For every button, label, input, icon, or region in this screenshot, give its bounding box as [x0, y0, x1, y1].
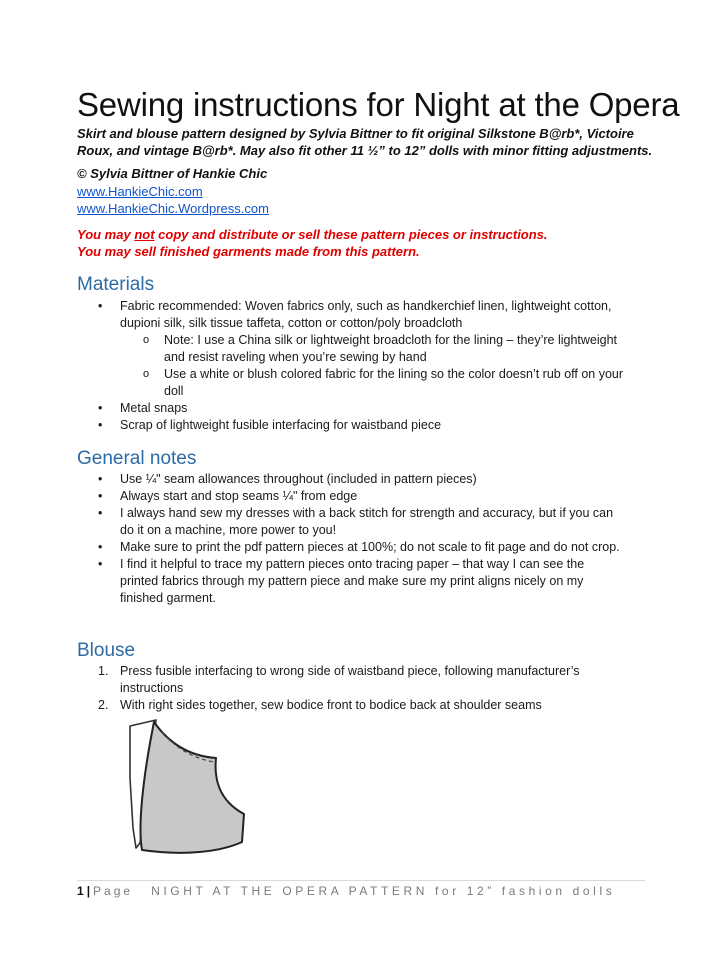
list-item	[0, 400, 620, 417]
list-item	[0, 366, 624, 400]
bullet-icon: •	[98, 540, 103, 554]
heading-general-notes: General notes	[77, 448, 197, 469]
link-hankiechic-wordpress[interactable]: www.HankieChic.Wordpress.com	[77, 201, 269, 216]
list-item-text: I find it helpful to trace my pattern pieces onto tracing paper – that way I can see the printed fabrics through my pattern piece and make sure my print aligns nicely on my finished garment.	[120, 557, 585, 605]
list-item-text: Note: I use a China silk or lightweight broadcloth for the lining – they’re lightweight and resist raveling when you’re sewing by hand	[164, 333, 618, 364]
page-footer	[77, 884, 615, 898]
list-item-text: Fabric recommended: Woven fabrics only, such as handkerchief linen, lightweight cotton, dupioni silk, silk tissue taffeta, cotton or cotton/poly broadcloth	[120, 299, 612, 330]
list-item	[0, 332, 624, 366]
materials-list	[0, 298, 720, 434]
page-label: Page	[93, 884, 134, 898]
link-hankiechic[interactable]: www.HankieChic.com	[77, 184, 203, 199]
copyright-warning	[77, 226, 548, 260]
heading-blouse: Blouse	[77, 640, 136, 661]
list-item-text: Always start and stop seams ¼" from edge	[120, 489, 358, 503]
subtitle: Skirt and blouse pattern designed by Sylvia Bittner to fit original Silkstone B@rb*, Victoire Roux, and vintage B@rb*. May also fit other 11 ½” to 12” dolls with minor fitting adjustments.	[77, 126, 653, 158]
footer-divider	[77, 880, 645, 881]
footer-separator: |	[86, 884, 91, 898]
list-item-text: Make sure to print the pdf pattern pieces at 100%; do not scale to fit page and do not crop.	[120, 540, 620, 554]
sub-bullet-icon: o	[143, 334, 150, 346]
warning-text-line2: You may sell finished garments made from this pattern.	[77, 244, 420, 259]
bullet-icon: •	[98, 472, 103, 486]
list-item-text: Scrap of lightweight fusible interfacing for waistband piece	[120, 418, 442, 432]
list-item-text: Press fusible interfacing to wrong side of waistband piece, following manufacturer’s instructions	[120, 664, 580, 695]
list-item-text: Use a white or blush colored fabric for the lining so the color doesn’t rub off on your doll	[164, 367, 624, 398]
bullet-icon: •	[98, 401, 103, 415]
list-item	[0, 539, 620, 556]
copyright-line: © Sylvia Bittner of Hankie Chic	[77, 166, 268, 181]
bullet-icon: •	[98, 506, 103, 520]
warning-emphasis: not	[134, 227, 155, 242]
sub-bullet-icon: o	[143, 368, 150, 380]
list-item	[0, 471, 620, 488]
warning-text: You may	[77, 227, 135, 242]
blouse-steps	[0, 663, 720, 714]
list-item	[0, 417, 620, 434]
list-item-text: Metal snaps	[120, 401, 188, 415]
heading-materials: Materials	[77, 274, 155, 295]
step-number: 2.	[98, 698, 109, 712]
bullet-icon: •	[98, 299, 103, 313]
footer-text: NIGHT AT THE OPERA PATTERN for 12” fashion dolls	[151, 884, 616, 898]
list-item	[0, 298, 620, 332]
list-item	[0, 488, 620, 505]
general-notes-list	[0, 471, 720, 607]
warning-text: copy and distribute or sell these pattern pieces or instructions.	[154, 227, 548, 242]
list-item	[0, 663, 620, 697]
list-item	[0, 505, 620, 539]
list-item	[0, 697, 620, 714]
list-item-text: With right sides together, sew bodice front to bodice back at shoulder seams	[120, 698, 542, 712]
step-number: 1.	[98, 664, 109, 678]
website-links	[77, 183, 269, 217]
bullet-icon: •	[98, 418, 103, 432]
bullet-icon: •	[98, 557, 103, 571]
page-title: Sewing instructions for Night at the Opera	[77, 86, 680, 123]
bodice-illustration	[118, 718, 258, 868]
list-item-text: Use ¼" seam allowances throughout (included in pattern pieces)	[120, 472, 477, 486]
list-item-text: I always hand sew my dresses with a back stitch for strength and accuracy, but if you can do it on a machine, more power to you!	[120, 506, 614, 537]
bullet-icon: •	[98, 489, 103, 503]
page-number: 1	[77, 884, 84, 898]
list-item	[0, 556, 620, 607]
